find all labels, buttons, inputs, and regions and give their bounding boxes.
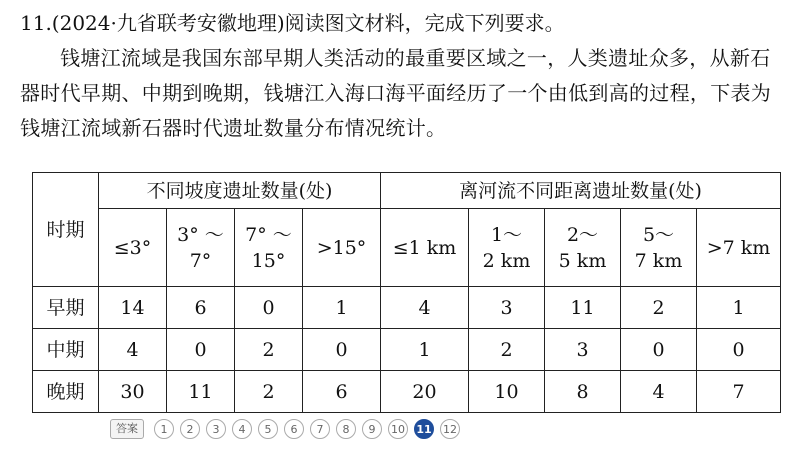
sub-header-text: ≤3°	[113, 236, 152, 259]
sub-header-3	[235, 209, 303, 287]
value-cell: 4	[621, 371, 697, 413]
question-title: 11.(2024·九省联考安徽地理)阅读图文材料，完成下列要求。	[20, 11, 565, 35]
sub-header-text: ≤1 km	[392, 236, 457, 259]
period-cell: 早期	[33, 287, 99, 329]
sub-header-6	[469, 209, 545, 287]
sub-header-2	[167, 209, 235, 287]
sub-header-text: 15°	[251, 249, 286, 272]
value-cell: 0	[697, 329, 781, 371]
sub-header-4	[303, 209, 381, 287]
value-cell: 0	[303, 329, 381, 371]
sub-header-text: >15°	[316, 236, 367, 259]
page-button-7[interactable]: 7	[310, 419, 330, 439]
value-cell: 1	[303, 287, 381, 329]
period-cell: 中期	[33, 329, 99, 371]
sub-header-text: 7° ～	[245, 223, 292, 246]
period-header: 时期	[33, 173, 99, 287]
value-cell: 2	[235, 371, 303, 413]
value-cell: 2	[621, 287, 697, 329]
sub-header-text: 7 km	[634, 249, 683, 272]
sub-header-9	[697, 209, 781, 287]
sub-header-1	[99, 209, 167, 287]
page-button-5[interactable]: 5	[258, 419, 278, 439]
value-cell: 1	[697, 287, 781, 329]
value-cell: 11	[167, 371, 235, 413]
distance-group-header: 离河流不同距离遗址数量(处)	[381, 173, 781, 209]
value-cell: 14	[99, 287, 167, 329]
sub-header-text: 7°	[189, 249, 212, 272]
value-cell: 0	[621, 329, 697, 371]
sub-header-text: 2 km	[482, 249, 531, 272]
value-cell: 3	[469, 287, 545, 329]
sub-header-text: 1～	[490, 223, 523, 246]
table-row	[33, 287, 781, 329]
value-cell: 2	[469, 329, 545, 371]
value-cell: 8	[545, 371, 621, 413]
value-cell: 4	[381, 287, 469, 329]
site-statistics-table	[32, 172, 781, 413]
page-button-3[interactable]: 3	[206, 419, 226, 439]
page-button-9[interactable]: 9	[362, 419, 382, 439]
sub-header-8	[621, 209, 697, 287]
value-cell: 6	[303, 371, 381, 413]
question-block	[20, 6, 780, 146]
period-cell: 晚期	[33, 371, 99, 413]
page-button-4[interactable]: 4	[232, 419, 252, 439]
sub-header-text: 3° ～	[177, 223, 224, 246]
page-button-10[interactable]: 10	[388, 419, 408, 439]
value-cell: 7	[697, 371, 781, 413]
sub-header-text: 5 km	[558, 249, 607, 272]
value-cell: 3	[545, 329, 621, 371]
sub-header-text: 5～	[642, 223, 675, 246]
value-cell: 10	[469, 371, 545, 413]
sub-header-7	[545, 209, 621, 287]
page-button-2[interactable]: 2	[180, 419, 200, 439]
page-button-6[interactable]: 6	[284, 419, 304, 439]
table-row	[33, 371, 781, 413]
sub-header-text: 2～	[566, 223, 599, 246]
value-cell: 4	[99, 329, 167, 371]
page-button-11[interactable]: 11	[414, 419, 434, 439]
value-cell: 30	[99, 371, 167, 413]
page-button-12[interactable]: 12	[440, 419, 460, 439]
slope-group-header: 不同坡度遗址数量(处)	[99, 173, 381, 209]
value-cell: 0	[167, 329, 235, 371]
page-list	[154, 419, 460, 439]
question-body: 钱塘江流域是我国东部早期人类活动的最重要区域之一，人类遗址众多，从新石器时代早期、中期到晚期，钱塘江入海口海平面经历了一个由低到高的过程，下表为钱塘江流域新石器时代遗址数量分布情况统计。	[20, 46, 772, 140]
value-cell: 6	[167, 287, 235, 329]
answer-button[interactable]: 答案	[110, 419, 144, 439]
value-cell: 2	[235, 329, 303, 371]
value-cell: 11	[545, 287, 621, 329]
sub-header-text: >7 km	[706, 236, 771, 259]
sub-header-5	[381, 209, 469, 287]
page-button-1[interactable]: 1	[154, 419, 174, 439]
page-button-8[interactable]: 8	[336, 419, 356, 439]
value-cell: 0	[235, 287, 303, 329]
value-cell: 1	[381, 329, 469, 371]
question-nav	[110, 418, 460, 440]
value-cell: 20	[381, 371, 469, 413]
table-row	[33, 329, 781, 371]
